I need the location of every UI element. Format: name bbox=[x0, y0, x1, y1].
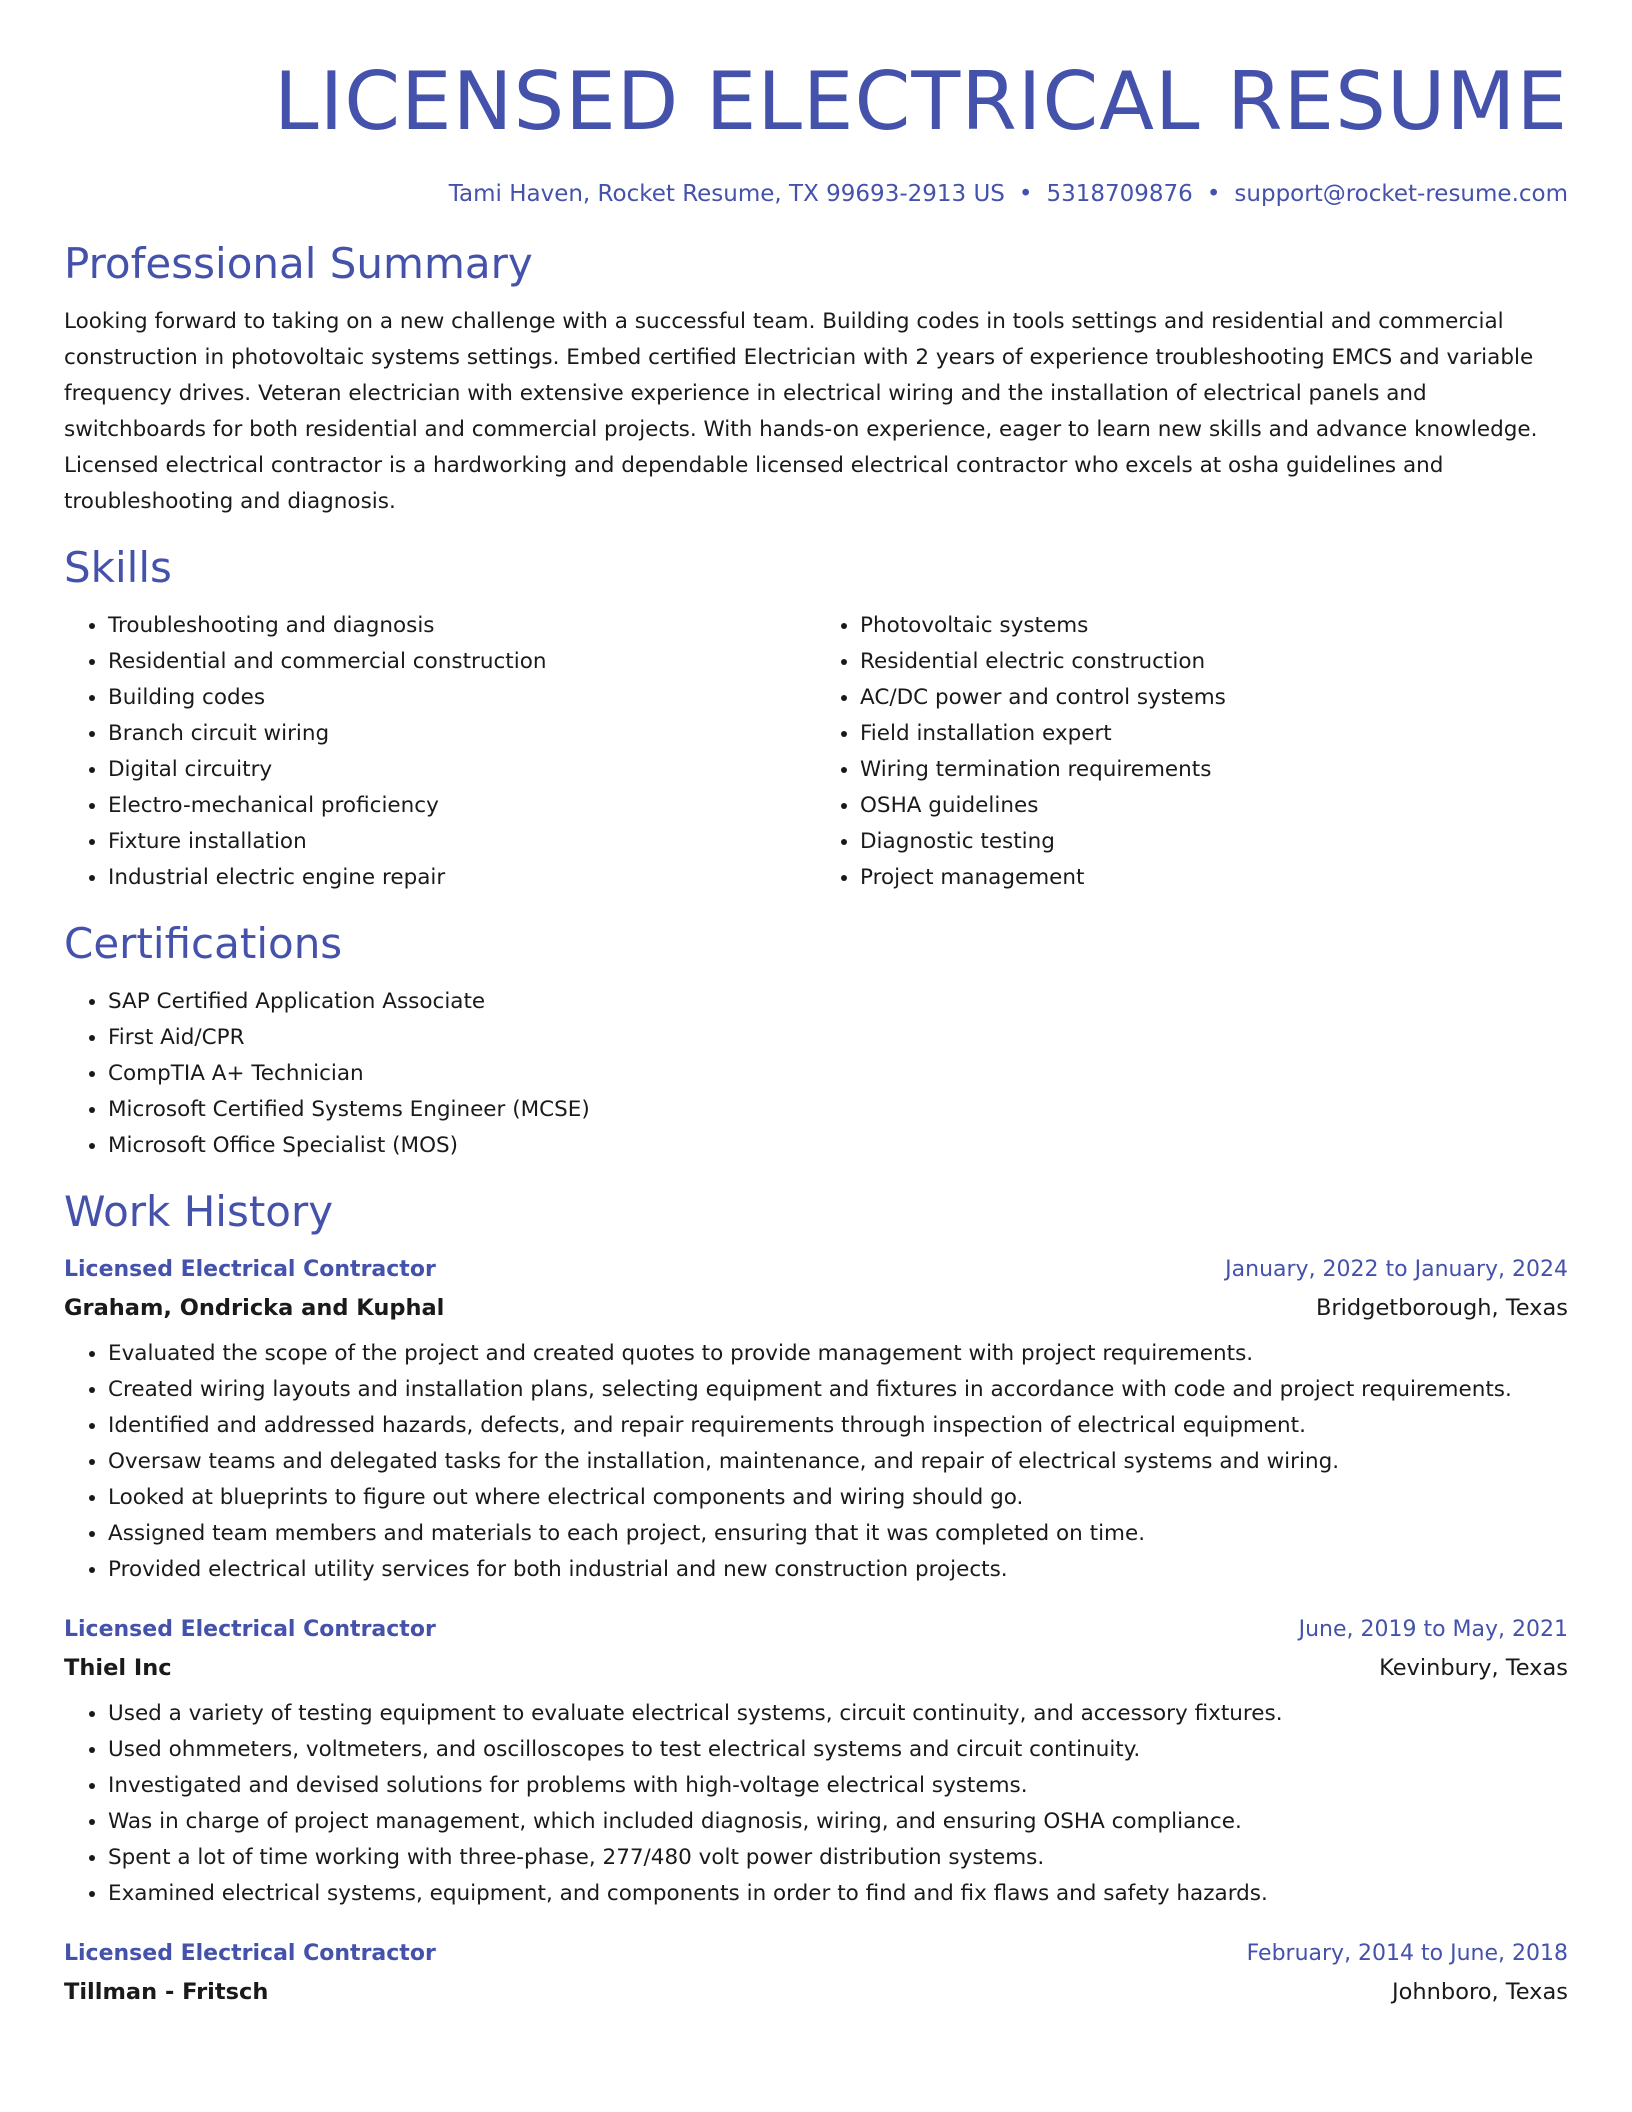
job-duty-item: • Looked at blueprints to figure out where electrical components and wiring should go. bbox=[108, 1480, 1568, 1516]
job-location: Kevinbury, Texas bbox=[1379, 1655, 1568, 1681]
job-duty-item: • Investigated and devised solutions for problems with high-voltage electrical systems. bbox=[108, 1768, 1568, 1804]
skill-item: • Photovoltaic systems bbox=[860, 608, 1568, 644]
certification-item: • SAP Certified Application Associate bbox=[108, 984, 1568, 1020]
job-duty-item: • Oversaw teams and delegated tasks for the installation, maintenance, and repair of electrical systems and wiring. bbox=[108, 1444, 1568, 1480]
skill-item: • Digital circuitry bbox=[108, 752, 816, 788]
job-duty-item: • Was in charge of project management, which included diagnosis, wiring, and ensuring OSHA compliance. bbox=[108, 1804, 1568, 1840]
job-duties-list bbox=[64, 1696, 1568, 1912]
job-entry bbox=[64, 1612, 1568, 1912]
job-dates: June, 2019 to May, 2021 bbox=[1298, 1617, 1568, 1642]
contact-address: Tami Haven, Rocket Resume, TX 99693-2913 US bbox=[448, 181, 1005, 207]
skill-item: • Industrial electric engine repair bbox=[108, 860, 816, 896]
skill-item: • Field installation expert bbox=[860, 716, 1568, 752]
job-title: Licensed Electrical Contractor bbox=[64, 1941, 436, 1966]
job-title-row bbox=[64, 1252, 1568, 1288]
job-company: Tillman - Fritsch bbox=[64, 1979, 269, 2005]
skills-heading: Skills bbox=[64, 543, 172, 592]
skill-item: • Project management bbox=[860, 860, 1568, 896]
job-duty-item: • Assigned team members and materials to each project, ensuring that it was completed on time. bbox=[108, 1516, 1568, 1552]
skill-item: • OSHA guidelines bbox=[860, 788, 1568, 824]
skill-item: • Diagnostic testing bbox=[860, 824, 1568, 860]
job-duties-list bbox=[64, 1336, 1568, 1588]
contact-phone: 5318709876 bbox=[1046, 181, 1193, 207]
skill-item: • Fixture installation bbox=[108, 824, 816, 860]
summary-text: Looking forward to taking on a new challenge with a successful team. Building codes in tools settings and residential and commercial construction in photovoltaic systems settings. Embed certified Electrician with 2 years of experience troubleshooting EMCS and variable frequency drives. Veteran electrician with extensive experience in electrical wiring and the installation of electrical panels and switchboards for both residential and commercial projects. With hands-on experience, eager to learn new skills and advance knowledge. Licensed electrical contractor is a hardworking and dependable licensed electrical contractor who excels at osha guidelines and troubleshooting and diagnosis. bbox=[64, 309, 1538, 514]
certification-item: • CompTIA A+ Technician bbox=[108, 1056, 1568, 1092]
skills-right-list bbox=[816, 608, 1568, 896]
contact-separator: • bbox=[1206, 181, 1221, 207]
skills-left-list bbox=[64, 608, 816, 896]
contact-email[interactable]: support@rocket-resume.com bbox=[1234, 181, 1568, 207]
certifications-heading: Certifications bbox=[64, 919, 343, 968]
job-duty-item: • Examined electrical systems, equipment, and components in order to find and fix flaws and safety hazards. bbox=[108, 1876, 1568, 1912]
contact-line bbox=[64, 178, 1568, 210]
job-company-row bbox=[64, 1972, 1568, 2012]
summary-heading: Professional Summary bbox=[64, 239, 533, 288]
skills-columns bbox=[64, 608, 1568, 896]
job-dates: January, 2022 to January, 2024 bbox=[1225, 1257, 1568, 1282]
skill-item: • AC/DC power and control systems bbox=[860, 680, 1568, 716]
job-duty-item: • Identified and addressed hazards, defects, and repair requirements through inspection of electrical equipment. bbox=[108, 1408, 1568, 1444]
job-company: Thiel Inc bbox=[64, 1655, 172, 1681]
resume-title: LICENSED ELECTRICAL RESUME bbox=[274, 55, 1568, 148]
job-title: Licensed Electrical Contractor bbox=[64, 1617, 436, 1642]
job-location: Johnboro, Texas bbox=[1392, 1979, 1568, 2005]
job-company: Graham, Ondricka and Kuphal bbox=[64, 1295, 445, 1321]
job-company-row bbox=[64, 1648, 1568, 1688]
job-duty-item: • Provided electrical utility services for both industrial and new construction projects. bbox=[108, 1552, 1568, 1588]
certifications-list bbox=[64, 984, 1568, 1164]
skill-item: • Residential and commercial construction bbox=[108, 644, 816, 680]
certification-item: • Microsoft Office Specialist (MOS) bbox=[108, 1128, 1568, 1164]
skill-item: • Troubleshooting and diagnosis bbox=[108, 608, 816, 644]
job-dates: February, 2014 to June, 2018 bbox=[1246, 1941, 1568, 1966]
job-title-row bbox=[64, 1612, 1568, 1648]
contact-separator: • bbox=[1018, 181, 1033, 207]
job-title-row bbox=[64, 1936, 1568, 1972]
job-duty-item: • Evaluated the scope of the project and created quotes to provide management with project requirements. bbox=[108, 1336, 1568, 1372]
certification-item: • First Aid/CPR bbox=[108, 1020, 1568, 1056]
work-history-heading: Work History bbox=[64, 1187, 334, 1236]
skill-item: • Residential electric construction bbox=[860, 644, 1568, 680]
skill-item: • Wiring termination requirements bbox=[860, 752, 1568, 788]
job-title: Licensed Electrical Contractor bbox=[64, 1257, 436, 1282]
job-location: Bridgetborough, Texas bbox=[1315, 1295, 1568, 1321]
job-company-row bbox=[64, 1288, 1568, 1328]
certification-item: • Microsoft Certified Systems Engineer (MCSE) bbox=[108, 1092, 1568, 1128]
job-duty-item: • Spent a lot of time working with three-phase, 277/480 volt power distribution systems. bbox=[108, 1840, 1568, 1876]
skill-item: • Branch circuit wiring bbox=[108, 716, 816, 752]
skill-item: • Electro-mechanical proficiency bbox=[108, 788, 816, 824]
job-entry bbox=[64, 1936, 1568, 2012]
job-duty-item: • Used a variety of testing equipment to evaluate electrical systems, circuit continuity, and accessory fixtures. bbox=[108, 1696, 1568, 1732]
job-duty-item: • Created wiring layouts and installation plans, selecting equipment and fixtures in accordance with code and project requirements. bbox=[108, 1372, 1568, 1408]
job-duty-item: • Used ohmmeters, voltmeters, and oscilloscopes to test electrical systems and circuit continuity. bbox=[108, 1732, 1568, 1768]
job-entry bbox=[64, 1252, 1568, 1588]
skill-item: • Building codes bbox=[108, 680, 816, 716]
